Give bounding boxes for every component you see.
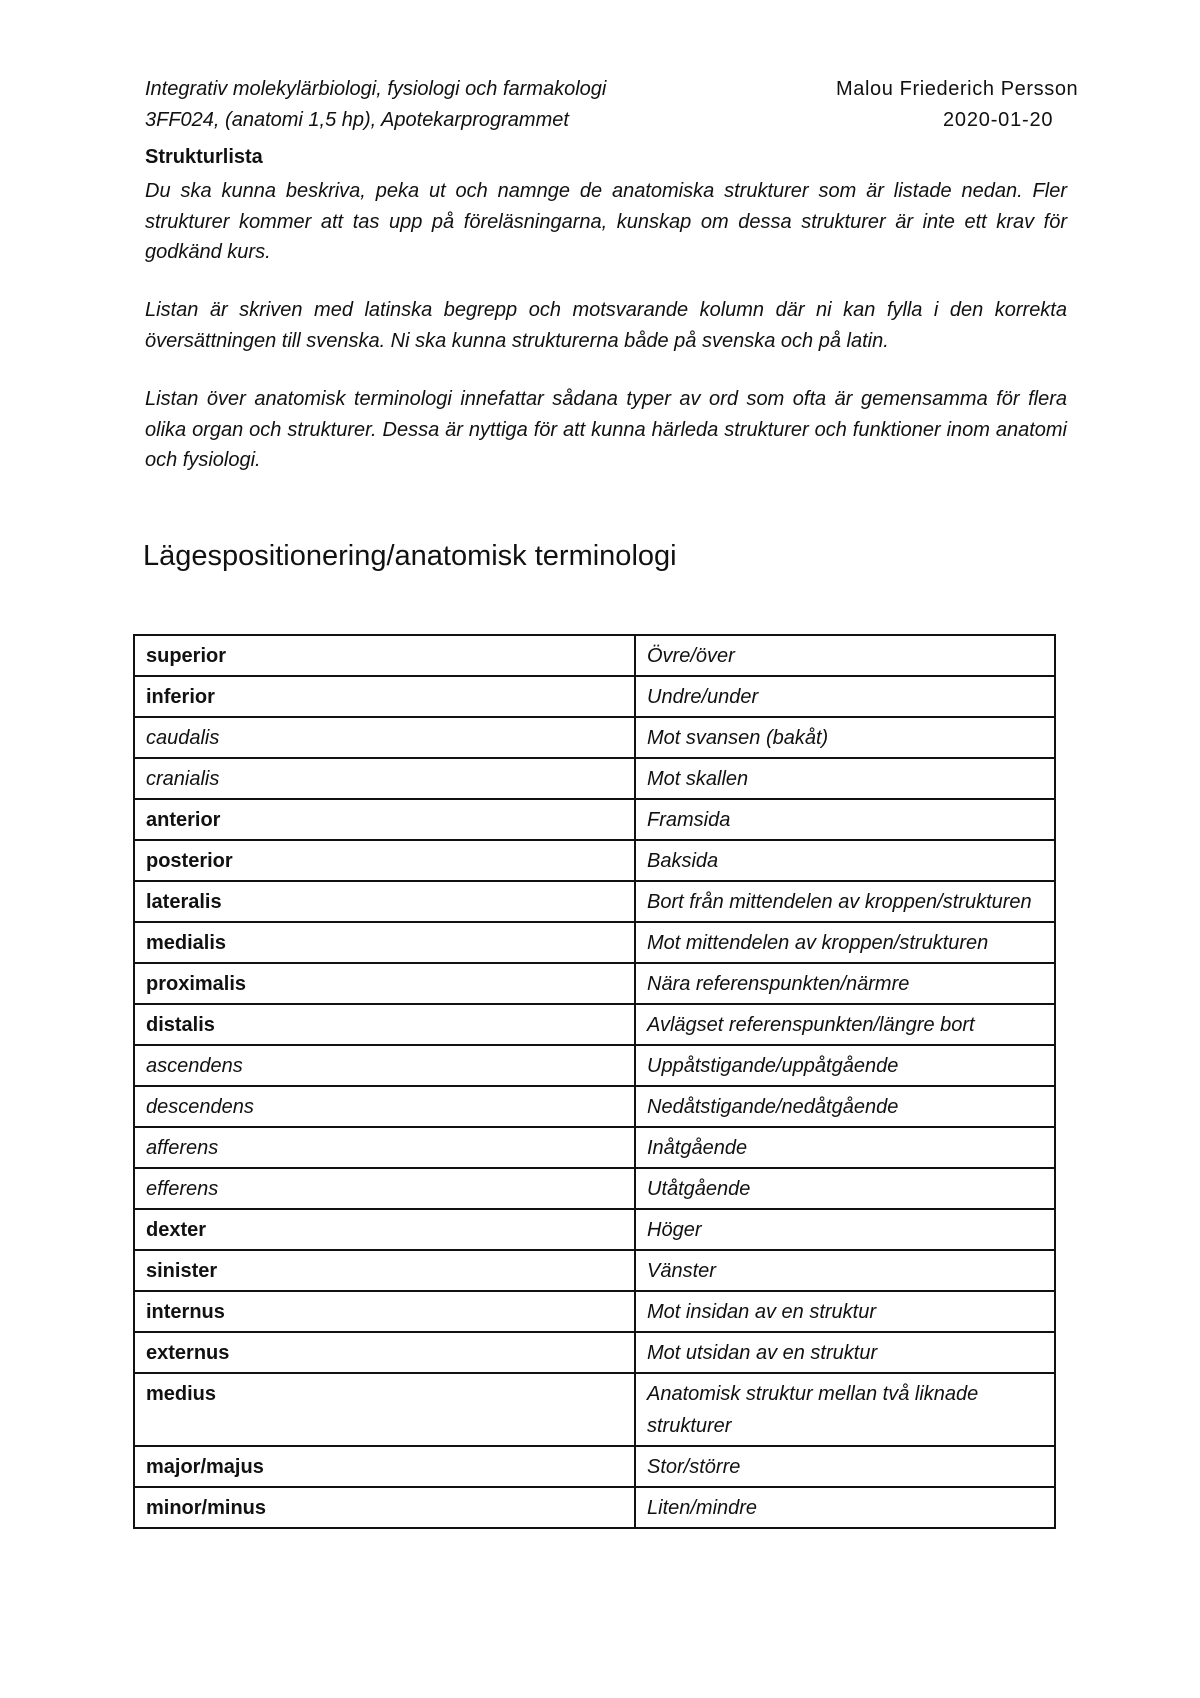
- table-row: [134, 1045, 1055, 1086]
- table-row: [134, 1487, 1055, 1528]
- latin-term: medialis: [134, 922, 635, 963]
- swedish-translation: Mot utsidan av en struktur: [635, 1332, 1055, 1373]
- latin-term: internus: [134, 1291, 635, 1332]
- latin-term: ascendens: [134, 1045, 635, 1086]
- table-row: [134, 1086, 1055, 1127]
- table-row: [134, 758, 1055, 799]
- table-row: [134, 881, 1055, 922]
- swedish-translation: Undre/under: [635, 676, 1055, 717]
- swedish-translation: Mot mittendelen av kroppen/strukturen: [635, 922, 1055, 963]
- latin-term: sinister: [134, 1250, 635, 1291]
- latin-term: descendens: [134, 1086, 635, 1127]
- terminology-table-body: [134, 635, 1055, 1528]
- latin-term: posterior: [134, 840, 635, 881]
- intro-paragraph-1: [145, 176, 1067, 268]
- latin-term: medius: [134, 1373, 635, 1446]
- latin-term: major/majus: [134, 1446, 635, 1487]
- latin-term: minor/minus: [134, 1487, 635, 1528]
- swedish-translation: Mot svansen (bakåt): [635, 717, 1055, 758]
- swedish-translation: Liten/mindre: [635, 1487, 1055, 1528]
- paragraph-text: Du ska kunna beskriva, peka ut och namnge de anatomiska strukturer som är listade nedan. Fler strukturer kommer att tas upp på föreläsningarna, kunskap om dessa strukturer är inte ett krav för godkänd kurs.: [145, 180, 1067, 263]
- table-row: [134, 1446, 1055, 1487]
- swedish-translation: Utåtgående: [635, 1168, 1055, 1209]
- table-row: [134, 1250, 1055, 1291]
- course-code: 3FF024, (anatomi 1,5 hp), Apotekarprogrammet: [145, 109, 569, 131]
- swedish-translation: Anatomisk struktur mellan två liknade strukturer: [635, 1373, 1055, 1446]
- swedish-translation: Nedåtstigande/nedåtgående: [635, 1086, 1055, 1127]
- latin-term: lateralis: [134, 881, 635, 922]
- swedish-translation: Bort från mittendelen av kroppen/strukturen: [635, 881, 1055, 922]
- terminology-table: [133, 634, 1056, 1529]
- latin-term: dexter: [134, 1209, 635, 1250]
- swedish-translation: Uppåtstigande/uppåtgående: [635, 1045, 1055, 1086]
- swedish-translation: Framsida: [635, 799, 1055, 840]
- latin-term: distalis: [134, 1004, 635, 1045]
- table-row: [134, 799, 1055, 840]
- latin-term: anterior: [134, 799, 635, 840]
- table-row: [134, 1373, 1055, 1446]
- latin-term: inferior: [134, 676, 635, 717]
- latin-term: caudalis: [134, 717, 635, 758]
- latin-term: externus: [134, 1332, 635, 1373]
- table-row: [134, 1291, 1055, 1332]
- table-row: [134, 922, 1055, 963]
- table-row: [134, 1209, 1055, 1250]
- table-row: [134, 676, 1055, 717]
- swedish-translation: Baksida: [635, 840, 1055, 881]
- table-row: [134, 635, 1055, 676]
- intro-paragraph-3: [145, 384, 1067, 476]
- latin-term: superior: [134, 635, 635, 676]
- table-row: [134, 1332, 1055, 1373]
- table-row: [134, 1127, 1055, 1168]
- latin-term: proximalis: [134, 963, 635, 1004]
- table-row: [134, 1168, 1055, 1209]
- author-name: Malou Friederich Persson: [836, 78, 1079, 100]
- table-row: [134, 963, 1055, 1004]
- swedish-translation: Avlägset referenspunkten/längre bort: [635, 1004, 1055, 1045]
- paragraph-text: Listan är skriven med latinska begrepp och motsvarande kolumn där ni kan fylla i den korrekta översättningen till svenska. Ni ska kunna strukturerna både på svenska och på latin.: [145, 299, 1067, 352]
- latin-term: cranialis: [134, 758, 635, 799]
- swedish-translation: Höger: [635, 1209, 1055, 1250]
- swedish-translation: Mot insidan av en struktur: [635, 1291, 1055, 1332]
- swedish-translation: Vänster: [635, 1250, 1055, 1291]
- intro-paragraph-2: [145, 295, 1067, 356]
- course-title: Integrativ molekylärbiologi, fysiologi och farmakologi: [145, 78, 607, 100]
- swedish-translation: Inåtgående: [635, 1127, 1055, 1168]
- swedish-translation: Mot skallen: [635, 758, 1055, 799]
- table-row: [134, 717, 1055, 758]
- paragraph-text: Listan över anatomisk terminologi innefattar sådana typer av ord som ofta är gemensamma för flera olika organ och strukturer. Dessa är nyttiga för att kunna härleda strukturer och funktioner inom anatomi och fysiologi.: [145, 388, 1067, 471]
- table-row: [134, 840, 1055, 881]
- swedish-translation: Nära referenspunkten/närmre: [635, 963, 1055, 1004]
- latin-term: efferens: [134, 1168, 635, 1209]
- section-title: Lägespositionering/anatomisk terminologi: [143, 540, 677, 572]
- table-row: [134, 1004, 1055, 1045]
- structure-list-title: Strukturlista: [145, 146, 263, 168]
- swedish-translation: Stor/större: [635, 1446, 1055, 1487]
- swedish-translation: Övre/över: [635, 635, 1055, 676]
- latin-term: afferens: [134, 1127, 635, 1168]
- document-date: 2020-01-20: [943, 109, 1054, 131]
